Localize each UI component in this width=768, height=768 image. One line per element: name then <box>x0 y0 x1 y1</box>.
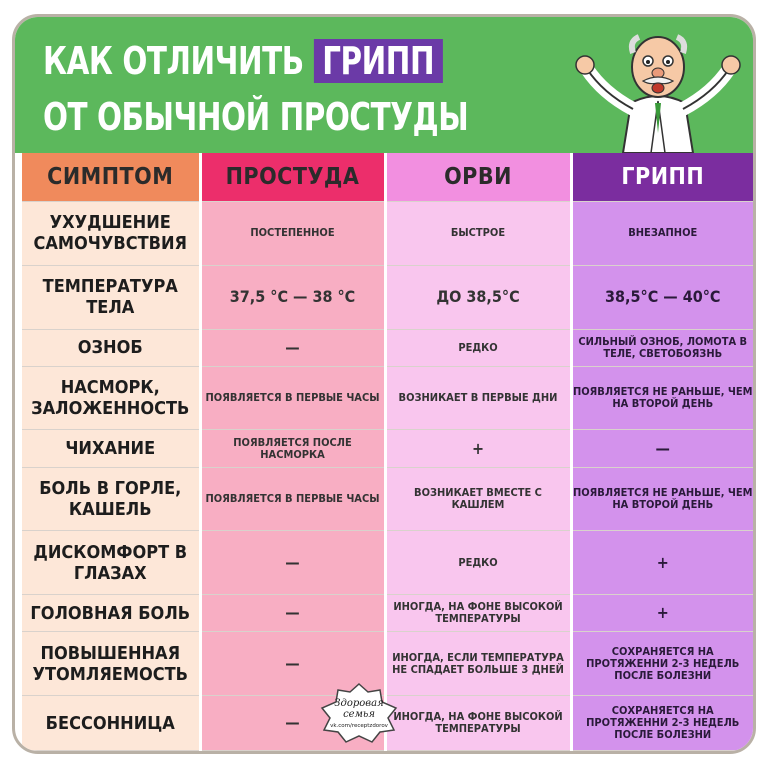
flu-cell: СОХРАНЯЕТСЯ НА ПРОТЯЖЕННИ 2-3 НЕДЕЛЬ ПОСЛЕ БОЛЕЗНИ <box>571 696 753 751</box>
arvi-cell: + <box>385 430 571 467</box>
cold-cell: — <box>200 595 385 632</box>
column-header-arvi: ОРВИ <box>385 153 571 202</box>
header-banner <box>15 17 756 153</box>
flu-cell: + <box>571 531 753 595</box>
arvi-cell: ИНОГДА, ЕСЛИ ТЕМПЕРАТУРА НЕ СПАДАЕТ БОЛЬШЕ 3 ДНЕЙ <box>385 632 571 696</box>
arvi-cell: ИНОГДА, НА ФОНЕ ВЫСОКОЙ ТЕМПЕРАТУРЫ <box>385 696 571 751</box>
cold-cell: — <box>200 696 385 751</box>
title-line-2: ОТ ОБЫЧНОЙ ПРОСТУДЫ <box>43 95 469 139</box>
table-row <box>22 265 753 329</box>
table-header-row <box>22 153 753 202</box>
arvi-cell: ВОЗНИКАЕТ В ПЕРВЫЕ ДНИ <box>385 366 571 430</box>
table-row <box>22 595 753 632</box>
title-line-1 <box>43 39 443 83</box>
arvi-cell: БЫСТРОЕ <box>385 202 571 266</box>
title-highlight: ГРИПП <box>314 39 443 83</box>
symptom-cell: БЕССОННИЦА <box>22 696 200 751</box>
flu-cell: 38,5°C — 40°C <box>571 265 753 329</box>
flu-cell: СОХРАНЯЕТСЯ НА ПРОТЯЖЕННИ 2-3 НЕДЕЛЬ ПОСЛЕ БОЛЕЗНИ <box>571 632 753 696</box>
symptom-cell: НАСМОРК, ЗАЛОЖЕННОСТЬ <box>22 366 200 430</box>
cold-cell: — <box>200 531 385 595</box>
flu-cell: ВНЕЗАПНОЕ <box>571 202 753 266</box>
symptom-cell: ДИСКОМФОРТ В ГЛАЗАХ <box>22 531 200 595</box>
cold-cell: — <box>200 632 385 696</box>
title-prefix: КАК ОТЛИЧИТЬ <box>43 39 304 83</box>
flu-cell: + <box>571 595 753 632</box>
arvi-cell: ИНОГДА, НА ФОНЕ ВЫСОКОЙ ТЕМПЕРАТУРЫ <box>385 595 571 632</box>
symptom-cell: БОЛЬ В ГОРЛЕ, КАШЕЛЬ <box>22 467 200 531</box>
arvi-cell: РЕДКО <box>385 329 571 366</box>
infographic-card <box>12 14 756 754</box>
cold-cell: — <box>200 329 385 366</box>
table-row <box>22 366 753 430</box>
comparison-table <box>22 153 753 751</box>
cold-cell: ПОСТЕПЕННОЕ <box>200 202 385 266</box>
table-row <box>22 202 753 266</box>
flu-cell: ПОЯВЛЯЕТСЯ НЕ РАНЬШЕ, ЧЕМ НА ВТОРОЙ ДЕНЬ <box>571 467 753 531</box>
svg-text:Здоровая: Здоровая <box>334 698 384 709</box>
column-header-flu: ГРИПП <box>571 153 753 202</box>
flu-cell: — <box>571 430 753 467</box>
symptom-cell: ПОВЫШЕННАЯ УТОМЛЯЕМОСТЬ <box>22 632 200 696</box>
cold-cell: ПОЯВЛЯЕТСЯ В ПЕРВЫЕ ЧАСЫ <box>200 467 385 531</box>
table-row <box>22 531 753 595</box>
svg-text:семья: семья <box>343 709 375 720</box>
symptom-cell: ОЗНОБ <box>22 329 200 366</box>
flu-cell: СИЛЬНЫЙ ОЗНОБ, ЛОМОТА В ТЕЛЕ, СВЕТОБОЯЗНЬ <box>571 329 753 366</box>
cold-cell: ПОЯВЛЯЕТСЯ В ПЕРВЫЕ ЧАСЫ <box>200 366 385 430</box>
column-header-cold: ПРОСТУДА <box>200 153 385 202</box>
doctor-mascot-icon <box>563 23 753 153</box>
cold-cell: ПОЯВЛЯЕТСЯ ПОСЛЕ НАСМОРКА <box>200 430 385 467</box>
symptom-cell: ЧИХАНИЕ <box>22 430 200 467</box>
table-row <box>22 430 753 467</box>
symptom-cell: УХУДШЕНИЕ САМОЧУВСТВИЯ <box>22 202 200 266</box>
leaf-stamp-icon <box>318 682 400 744</box>
arvi-cell: ВОЗНИКАЕТ ВМЕСТЕ С КАШЛЕМ <box>385 467 571 531</box>
column-header-symptom: СИМПТОМ <box>22 153 200 202</box>
symptom-cell: ГОЛОВНАЯ БОЛЬ <box>22 595 200 632</box>
symptom-cell: ТЕМПЕРАТУРА ТЕЛА <box>22 265 200 329</box>
table-row <box>22 467 753 531</box>
arvi-cell: ДО 38,5°C <box>385 265 571 329</box>
cold-cell: 37,5 °C — 38 °C <box>200 265 385 329</box>
flu-cell: ПОЯВЛЯЕТСЯ НЕ РАНЬШЕ, ЧЕМ НА ВТОРОЙ ДЕНЬ <box>571 366 753 430</box>
svg-text:vk.com/receptzdorov: vk.com/receptzdorov <box>330 723 388 729</box>
table-row <box>22 329 753 366</box>
arvi-cell: РЕДКО <box>385 531 571 595</box>
